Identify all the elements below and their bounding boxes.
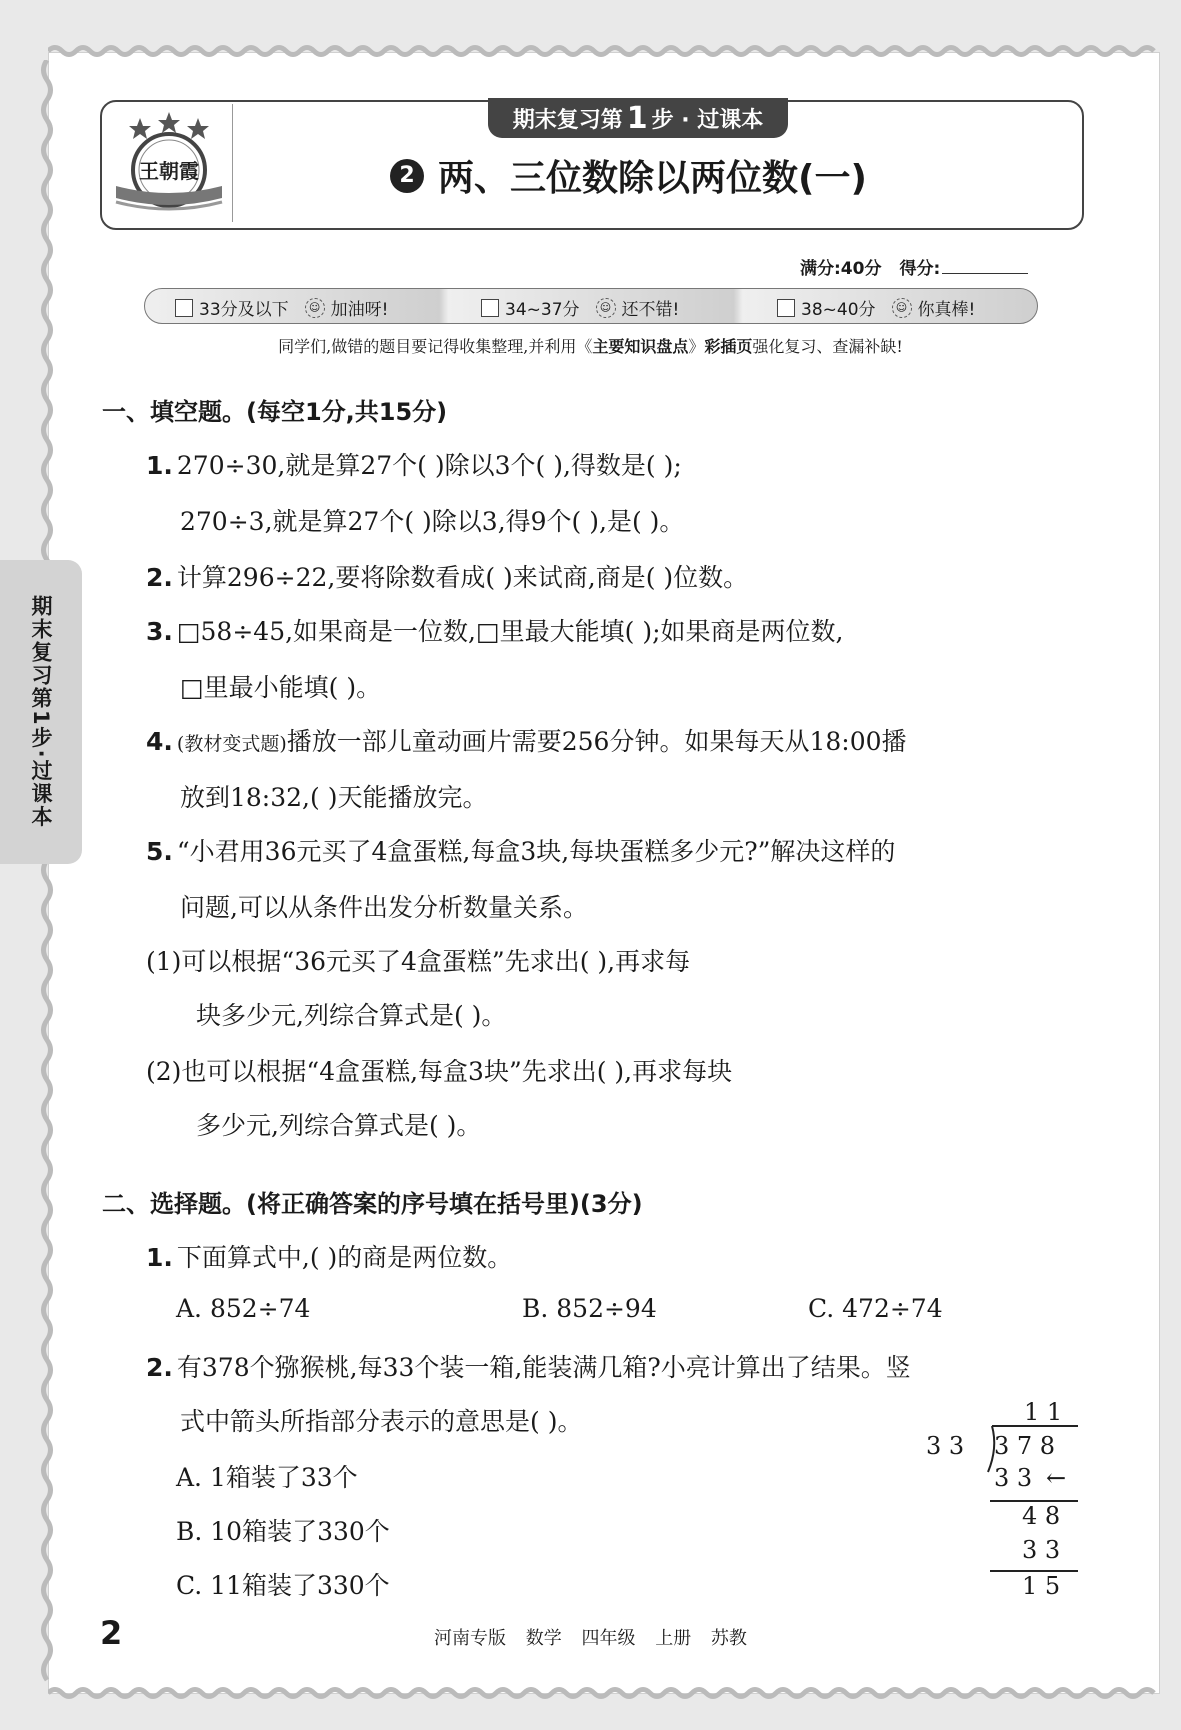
score-level-bar [144, 288, 1038, 324]
q4-line-2 [180, 778, 487, 814]
q5-2-text-2: 多少元,列综合算式是( )。 [196, 1111, 482, 1140]
q5-1-line-1 [146, 942, 690, 978]
choice-q2-number: 2. [146, 1353, 173, 1382]
wavy-border-top [48, 44, 1158, 58]
section-2-title: 二、选择题。(将正确答案的序号填在括号里)(3分) [102, 1190, 643, 1218]
choice-q2-line-1 [146, 1348, 911, 1384]
wavy-border-left [40, 60, 54, 1690]
level-high-checkbox[interactable] [777, 299, 795, 317]
choice-q1 [146, 1238, 512, 1274]
cheer-face-icon: ☺ [305, 298, 325, 318]
level-mid-checkbox[interactable] [481, 299, 499, 317]
choice-q2-option-b[interactable]: B. 10箱装了330个 [176, 1517, 390, 1546]
full-score-label: 满分:40分 [800, 259, 882, 279]
step-banner [488, 98, 788, 138]
q3-text-2: □里最小能填( )。 [180, 673, 382, 702]
q4-line-1 [146, 722, 907, 758]
q3-number: 3. [146, 617, 173, 646]
level-mid [481, 295, 679, 320]
division-remainder-1: 4 8 [1022, 1502, 1061, 1530]
side-tab: 期末复习第1步·过课本 [0, 560, 82, 864]
brand-logo [110, 108, 228, 218]
division-dividend: 3 7 8 [994, 1432, 1056, 1460]
q5-line-2 [180, 888, 588, 924]
study-tip [0, 334, 1181, 357]
division-divisor: 3 3 [926, 1432, 965, 1460]
level-high [777, 295, 975, 320]
score-line [800, 254, 1028, 279]
tip-bold-2: 彩插页 [704, 337, 753, 356]
q5-2-line-1 [146, 1052, 732, 1088]
q2-text: 计算296÷22,要将除数看成( )来试商,商是( )位数。 [176, 563, 749, 592]
choice-q2-option-c[interactable]: C. 11箱装了330个 [176, 1571, 390, 1600]
q2-line-1 [146, 558, 748, 594]
tip-text-1: 同学们,做错的题目要记得收集整理,并利用《 [278, 337, 593, 356]
q1-text-2: 270÷3,就是算27个( )除以3,得9个( ),是( )。 [180, 507, 685, 536]
q3-line-2 [180, 668, 381, 704]
lesson-title [390, 150, 867, 201]
q5-1-line-2 [196, 996, 506, 1032]
choice-q2-line-2 [180, 1402, 582, 1438]
score-blank[interactable] [942, 273, 1028, 274]
tip-text-2: 》 [688, 337, 705, 356]
q4-text-2: 放到18:32,( )天能播放完。 [180, 783, 488, 812]
level-low [175, 295, 388, 320]
division-quotient: 1 1 [1024, 1398, 1063, 1426]
page-number: 2 [100, 1614, 123, 1652]
choice-q1-option-a[interactable]: A. 852÷74 [176, 1294, 311, 1323]
choice-q1-number: 1. [146, 1243, 173, 1272]
level-mid-comment: 还不错! [621, 300, 680, 320]
q5-2-line-2 [196, 1106, 481, 1142]
lesson-title-text: 两、三位数除以两位数(一) [438, 158, 867, 199]
q1-line-2 [180, 502, 684, 538]
lesson-number-badge: 2 [390, 159, 424, 193]
q4-text-1: 播放一部儿童动画片需要256分钟。如果每天从18:00播 [286, 727, 907, 756]
wavy-border-bottom [48, 1686, 1158, 1700]
q2-number: 2. [146, 563, 173, 592]
choice-q2-option-a[interactable]: A. 1箱装了33个 [176, 1463, 358, 1492]
q4-tag: (教材变式题) [176, 733, 287, 755]
footer-edition: 河南专版 数学 四年级 上册 苏教 [434, 1628, 747, 1649]
choice-q1-option-b[interactable]: B. 852÷94 [522, 1294, 657, 1323]
q1-text-1: 270÷30,就是算27个( )除以3个( ),得数是( ); [176, 451, 682, 480]
q4-number: 4. [146, 727, 173, 756]
star-face-icon: ☺ [892, 298, 912, 318]
choice-q2-text-1: 有378个猕猴桃,每33个装一箱,能装满几箱?小亮计算出了结果。竖 [176, 1353, 911, 1382]
level-low-range: 33分及以下 [199, 300, 289, 320]
score-label [899, 254, 1028, 279]
q3-text-1: □58÷45,如果商是一位数,□里最大能填( );如果商是两位数, [176, 617, 844, 646]
step-banner-number: 1 [626, 100, 648, 136]
choice-q2-text-2: 式中箭头所指部分表示的意思是( )。 [180, 1407, 583, 1436]
step-banner-prefix: 期末复习第 [512, 107, 623, 133]
tip-bold-1: 主要知识盘点 [592, 337, 689, 356]
score-label-text: 得分: [899, 259, 941, 279]
choice-q1-option-c[interactable]: C. 472÷74 [808, 1294, 943, 1323]
q5-2-text-1: (2)也可以根据“4盒蛋糕,每盒3块”先求出( ),再求每块 [146, 1057, 733, 1086]
q5-line-1 [146, 832, 895, 868]
level-mid-range: 34~37分 [505, 300, 580, 320]
step-banner-suffix: 步 · 过课本 [651, 107, 764, 133]
division-remainder-2: 1 5 [1022, 1572, 1061, 1600]
choice-q1-text: 下面算式中,( )的商是两位数。 [176, 1243, 513, 1272]
level-high-comment: 你真棒! [917, 300, 976, 320]
smile-face-icon: ☺ [596, 298, 616, 318]
header-divider [232, 104, 233, 222]
q5-text-1: “小君用36元买了4盒蛋糕,每盒3块,每块蛋糕多少元?”解决这样的 [176, 837, 896, 866]
q1-number: 1. [146, 451, 173, 480]
q5-1-text-2: 块多少元,列综合算式是( )。 [196, 1001, 507, 1030]
level-high-range: 38~40分 [801, 300, 876, 320]
section-1-title: 一、填空题。(每空1分,共15分) [102, 398, 448, 426]
division-step-1: 3 3 [994, 1464, 1033, 1492]
q5-text-2: 问题,可以从条件出发分析数量关系。 [180, 893, 588, 922]
level-low-comment: 加油呀! [330, 300, 389, 320]
long-division-figure [918, 1398, 1078, 1608]
division-step-2: 3 3 [1022, 1536, 1061, 1564]
level-low-checkbox[interactable] [175, 299, 193, 317]
arrow-left-icon: ← [1046, 1464, 1067, 1492]
q5-1-text-1: (1)可以根据“36元买了4盒蛋糕”先求出( ),再求每 [146, 947, 691, 976]
q3-line-1 [146, 612, 843, 648]
tip-text-3: 强化复习、查漏补缺! [752, 337, 903, 356]
svg-text:王朝霞: 王朝霞 [139, 159, 199, 183]
q1-line-1 [146, 446, 682, 482]
q5-number: 5. [146, 837, 173, 866]
